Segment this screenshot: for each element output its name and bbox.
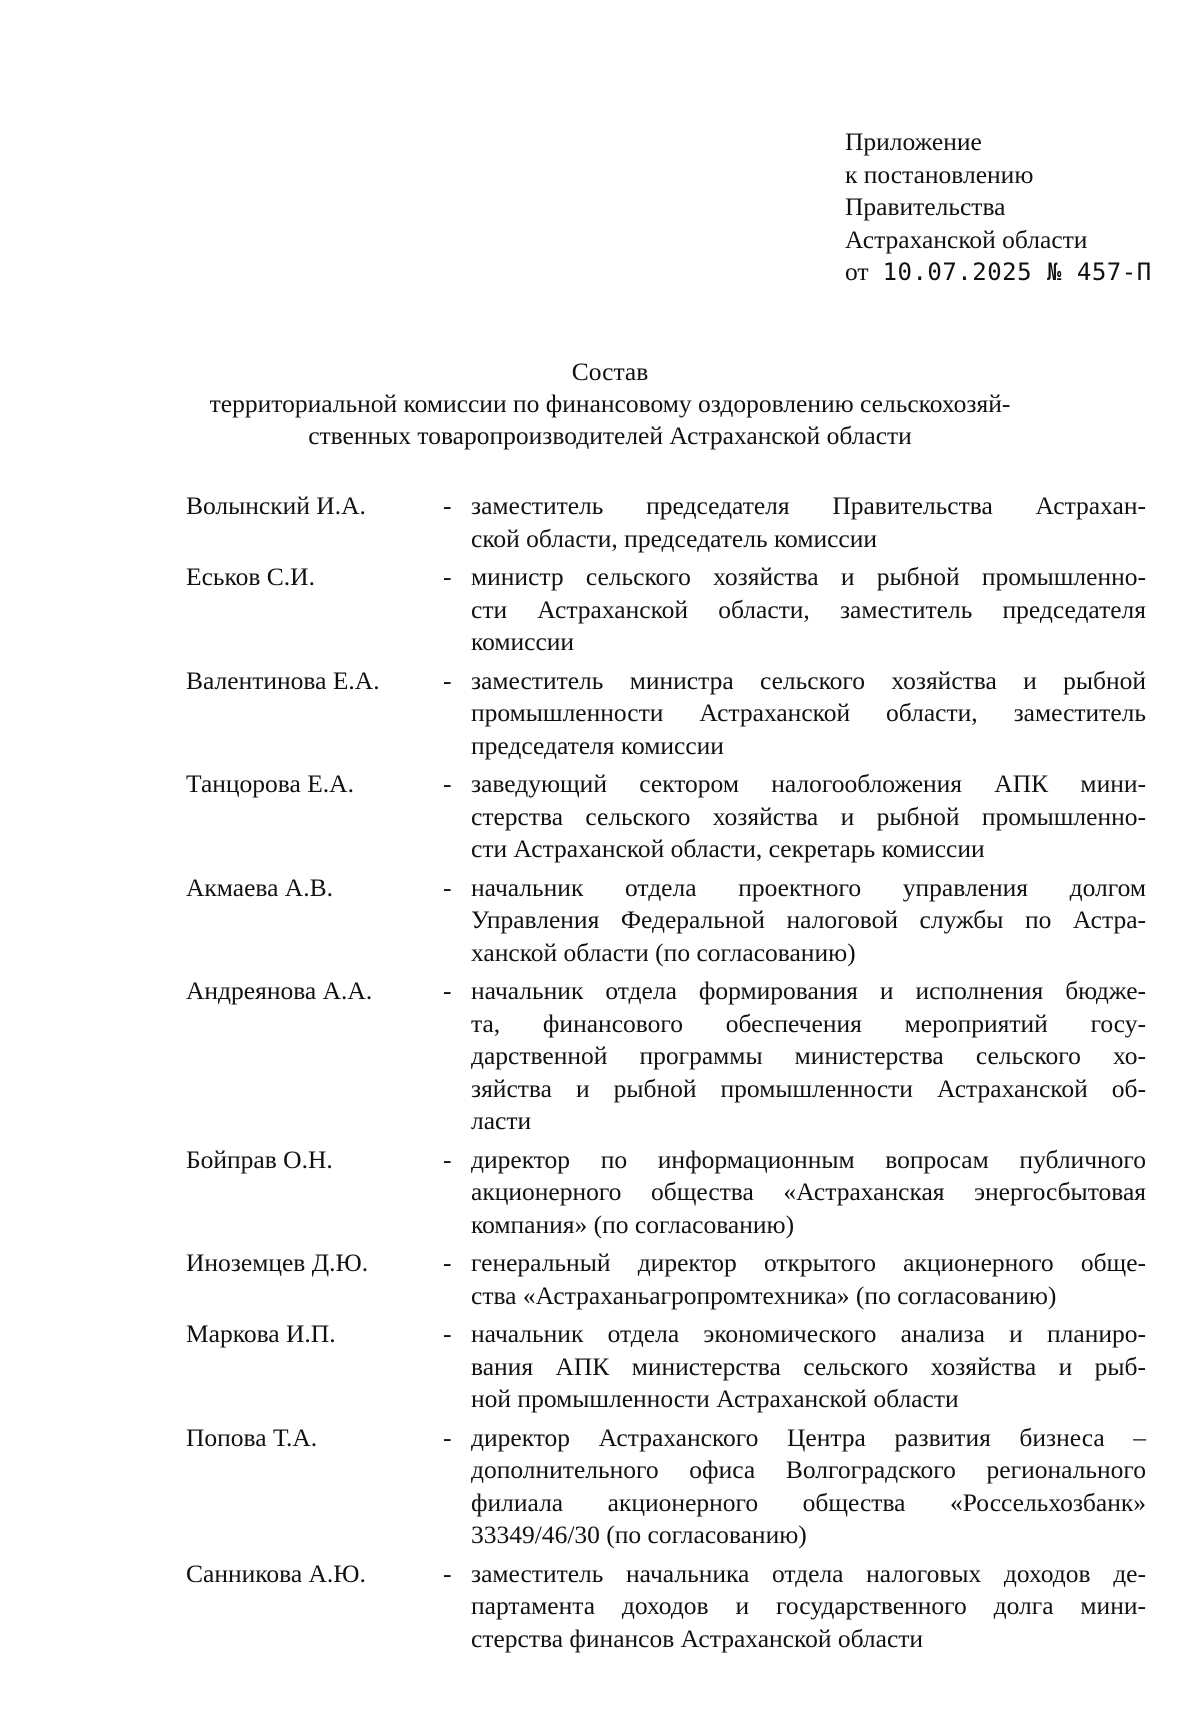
member-dash: - <box>443 769 452 798</box>
member-role-line: заместитель председателя Правительства Астрахан- <box>471 491 1146 520</box>
appendix-line: Астраханской области <box>845 224 1088 254</box>
title-line: Состав <box>571 357 649 386</box>
member-name: Андреянова А.А. <box>186 976 373 1005</box>
member-role-line: 33349/46/30 (по согласованию) <box>471 1520 807 1549</box>
member-role-line: дарственной программы министерства сельского хо- <box>471 1041 1146 1070</box>
member-dash: - <box>443 665 452 695</box>
member-role-line: генеральный директор открытого акционерного обще- <box>471 1248 1146 1277</box>
member-role-line: комиссии <box>471 627 575 656</box>
member-name: Маркова И.П. <box>186 1319 336 1348</box>
member-role-line: сти Астраханской области, заместитель председателя <box>471 594 1146 624</box>
member-row <box>186 872 1146 970</box>
member-dash: - <box>443 1248 452 1277</box>
member-role-line: ской области, председатель комиссии <box>471 523 878 553</box>
member-row <box>186 665 1146 763</box>
member-role-line: та, финансового обеспечения мероприятий госу- <box>471 1008 1146 1038</box>
members-list <box>186 490 1146 1655</box>
member-role-line: директор по информационным вопросам публичного <box>471 1144 1146 1174</box>
member-name: Иноземцев Д.Ю. <box>186 1248 369 1277</box>
member-name: Валентинова Е.А. <box>186 665 380 695</box>
member-name: Еськов С.И. <box>186 562 315 591</box>
member-role-line: председателя комиссии <box>471 730 724 760</box>
member-name: Волынский И.А. <box>186 491 366 520</box>
member-role-line: ной промышленности Астраханской области <box>471 1384 959 1413</box>
member-role-line: компания» (по согласованию) <box>471 1209 795 1239</box>
member-dash: - <box>443 562 452 591</box>
member-dash: - <box>443 872 452 902</box>
member-role-line: ханской области (по согласованию) <box>471 937 856 967</box>
member-role-line: стерства сельского хозяйства и рыбной промышленно- <box>471 801 1146 831</box>
member-role-line: начальник отдела экономического анализа и планиро- <box>471 1319 1146 1348</box>
member-row <box>186 975 1146 1138</box>
member-role-line: стерства финансов Астраханской области <box>471 1623 924 1653</box>
member-row <box>186 561 1146 659</box>
member-row <box>186 768 1146 866</box>
member-row <box>186 1422 1146 1552</box>
member-role-line: ласти <box>471 1106 532 1135</box>
member-row <box>186 1318 1146 1416</box>
member-role <box>471 561 1146 659</box>
document-title <box>200 356 1020 452</box>
member-dash: - <box>443 1422 452 1452</box>
member-role <box>471 1422 1146 1552</box>
member-role-line: промышленности Астраханской области, заместитель <box>471 698 1146 727</box>
member-role-line: Управления Федеральной налоговой службы по Астра- <box>471 905 1146 934</box>
member-role <box>471 872 1146 970</box>
member-role-line: начальник отдела формирования и исполнения бюдже- <box>471 976 1146 1005</box>
member-role <box>471 665 1146 763</box>
member-dash: - <box>443 1319 452 1348</box>
member-role-line: директор Астраханского Центра развития бизнеса – <box>471 1422 1146 1452</box>
member-name: Санникова А.Ю. <box>186 1558 366 1588</box>
member-role-line: сти Астраханской области, секретарь комиссии <box>471 834 985 863</box>
appendix-line: к постановлению <box>845 159 1034 189</box>
appendix-line: Правительства <box>845 192 1006 221</box>
member-role <box>471 768 1146 866</box>
member-role <box>471 1318 1146 1416</box>
member-name: Бойправ О.Н. <box>186 1144 333 1174</box>
member-name: Попова Т.А. <box>186 1422 318 1452</box>
member-role-line: начальник отдела проектного управления долгом <box>471 872 1146 902</box>
member-role-line: зяйства и рыбной промышленности Астраханской об- <box>471 1073 1146 1103</box>
appendix-date-line <box>845 256 1175 289</box>
member-role <box>471 490 1146 555</box>
member-dash: - <box>443 976 452 1005</box>
member-dash: - <box>443 491 452 520</box>
member-role-line: министр сельского хозяйства и рыбной промышленно- <box>471 562 1146 591</box>
member-role-line: филиала акционерного общества «Россельхозбанк» <box>471 1487 1146 1517</box>
appendix-line: Приложение <box>845 127 982 156</box>
member-role-line: вания АПК министерства сельского хозяйства и рыб- <box>471 1351 1146 1381</box>
member-role-line: заместитель министра сельского хозяйства и рыбной <box>471 665 1146 695</box>
member-dash: - <box>443 1144 452 1174</box>
member-row <box>186 1144 1146 1242</box>
member-role <box>471 1558 1146 1656</box>
member-role-line: дополнительного офиса Волгоградского регионального <box>471 1455 1146 1484</box>
title-line: территориальной комиссии по финансовому оздоровлению сельскохозяй- <box>209 389 1011 418</box>
appendix-header <box>845 126 1175 289</box>
appendix-date-number: 10.07.2025 № 457-П <box>882 258 1152 286</box>
member-name: Акмаева А.В. <box>186 872 333 902</box>
member-role-line: заместитель начальника отдела налоговых доходов де- <box>471 1558 1146 1588</box>
member-row <box>186 1247 1146 1312</box>
member-row <box>186 490 1146 555</box>
member-role-line: партамента доходов и государственного долга мини- <box>471 1591 1146 1620</box>
member-role-line: ства «Астраханьагропромтехника» (по согласованию) <box>471 1280 1057 1310</box>
member-row <box>186 1558 1146 1656</box>
title-line: ственных товаропроизводителей Астраханской области <box>308 421 912 450</box>
member-role <box>471 1144 1146 1242</box>
member-name: Танцорова Е.А. <box>186 769 354 798</box>
member-role-line: заведующий сектором налогообложения АПК мини- <box>471 769 1146 798</box>
member-role-line: акционерного общества «Астраханская энергосбытовая <box>471 1177 1146 1206</box>
member-role <box>471 975 1146 1138</box>
member-dash: - <box>443 1558 452 1588</box>
appendix-from-label: от <box>845 257 869 286</box>
member-role <box>471 1247 1146 1312</box>
